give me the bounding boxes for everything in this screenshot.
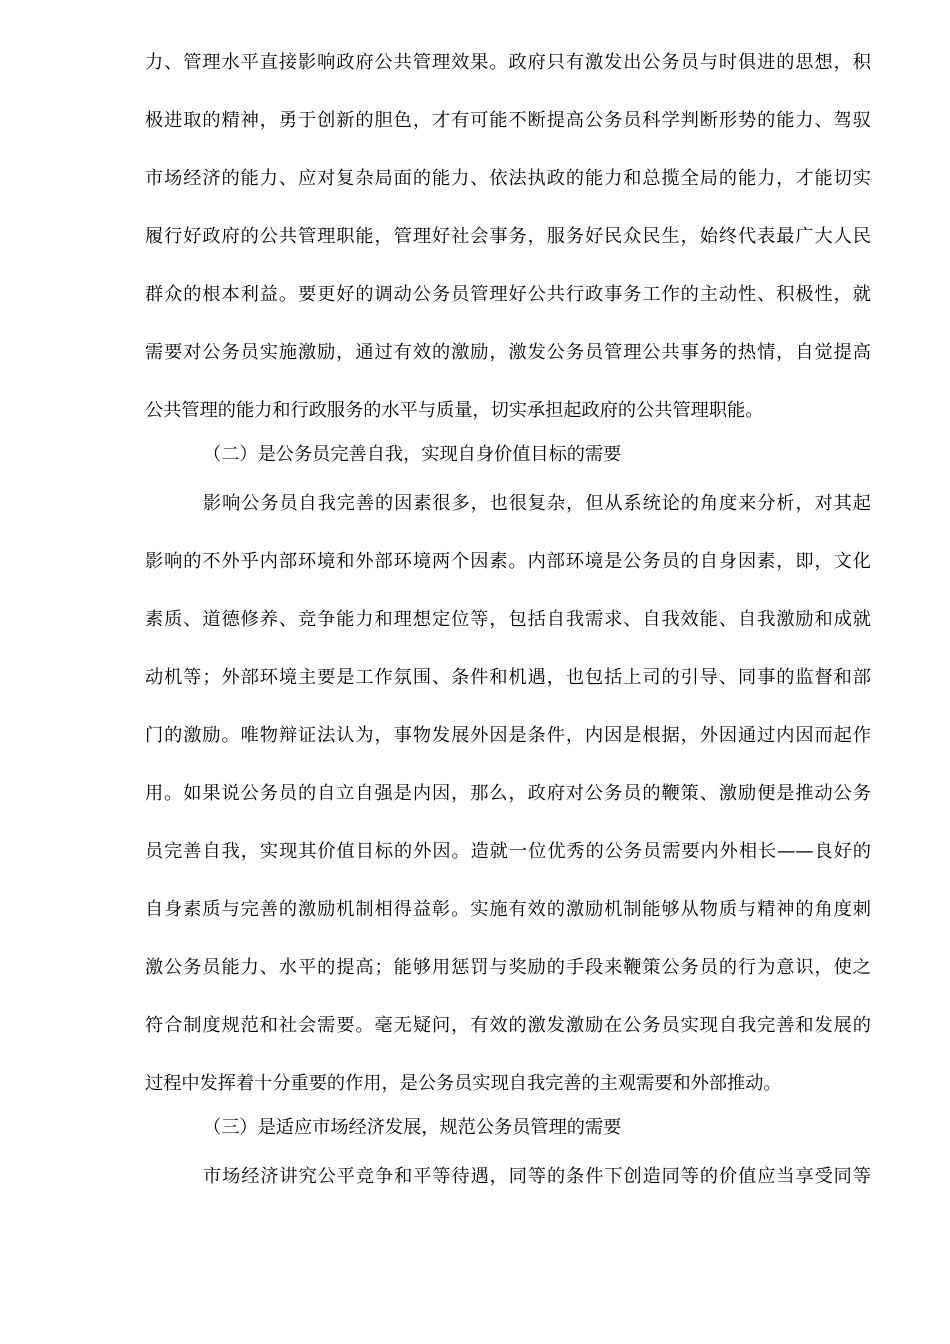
paragraph-line: 影响的不外乎内部环境和外部环境两个因素。内部环境是公务员的自身因素，即，文化 xyxy=(145,551,871,572)
paragraph-line: 需要对公务员实施激励，通过有效的激励，激发公务员管理公共事务的热情，自觉提高 xyxy=(145,342,871,363)
paragraph-line: 自身素质与完善的激励机制相得益彰。实施有效的激励机制能够从物质与精神的角度刺 xyxy=(145,899,871,920)
paragraph-line: 用。如果说公务员的自立自强是内因，那么，政府对公务员的鞭策、激励便是推动公务 xyxy=(145,783,871,804)
paragraph-line: 过程中发挥着十分重要的作用，是公务员实现自我完善的主观需要和外部推动。 xyxy=(145,1073,782,1094)
paragraph-line: 群众的根本利益。要更好的调动公务员管理好公共行政事务工作的主动性、积极性，就 xyxy=(145,284,871,305)
paragraph-line: 动机等；外部环境主要是工作氛围、条件和机遇，也包括上司的引导、同事的监督和部 xyxy=(145,667,871,688)
section-heading-3: （三）是适应市场经济发展，规范公务员管理的需要 xyxy=(203,1117,622,1138)
paragraph-line: 公共管理的能力和行政服务的水平与质量，切实承担起政府的公共管理职能。 xyxy=(145,400,764,421)
paragraph-line: 激公务员能力、水平的提高；能够用惩罚与奖励的手段来鞭策公务员的行为意识，使之 xyxy=(145,957,871,978)
paragraph-line: 门的激励。唯物辩证法认为，事物发展外因是条件，内因是根据，外因通过内因而起作 xyxy=(145,725,871,746)
paragraph-line: 员完善自我，实现其价值目标的外因。造就一位优秀的公务员需要内外相长——良好的 xyxy=(145,841,871,862)
paragraph-line: 履行好政府的公共管理职能，管理好社会事务，服务好民众民生，始终代表最广大人民 xyxy=(145,226,871,247)
paragraph-line: 极进取的精神，勇于创新的胆色，才有可能不断提高公务员科学判断形势的能力、驾驭 xyxy=(145,110,871,131)
section-heading-2: （二）是公务员完善自我，实现自身价值目标的需要 xyxy=(203,444,622,465)
paragraph-line: 素质、道德修养、竞争能力和理想定位等，包括自我需求、自我效能、自我激励和成就 xyxy=(145,609,871,630)
paragraph-line: 市场经济的能力、应对复杂局面的能力、依法执政的能力和总揽全局的能力，才能切实 xyxy=(145,168,871,189)
paragraph-line: 市场经济讲究公平竞争和平等待遇，同等的条件下创造同等的价值应当享受同等 xyxy=(203,1166,871,1187)
paragraph-line: 力、管理水平直接影响政府公共管理效果。政府只有激发出公务员与时俱进的思想，积 xyxy=(145,52,871,73)
paragraph-line: 符合制度规范和社会需要。毫无疑问，有效的激发激励在公务员实现自我完善和发展的 xyxy=(145,1015,871,1036)
paragraph-line: 影响公务员自我完善的因素很多，也很复杂，但从系统论的角度来分析，对其起 xyxy=(203,493,871,514)
